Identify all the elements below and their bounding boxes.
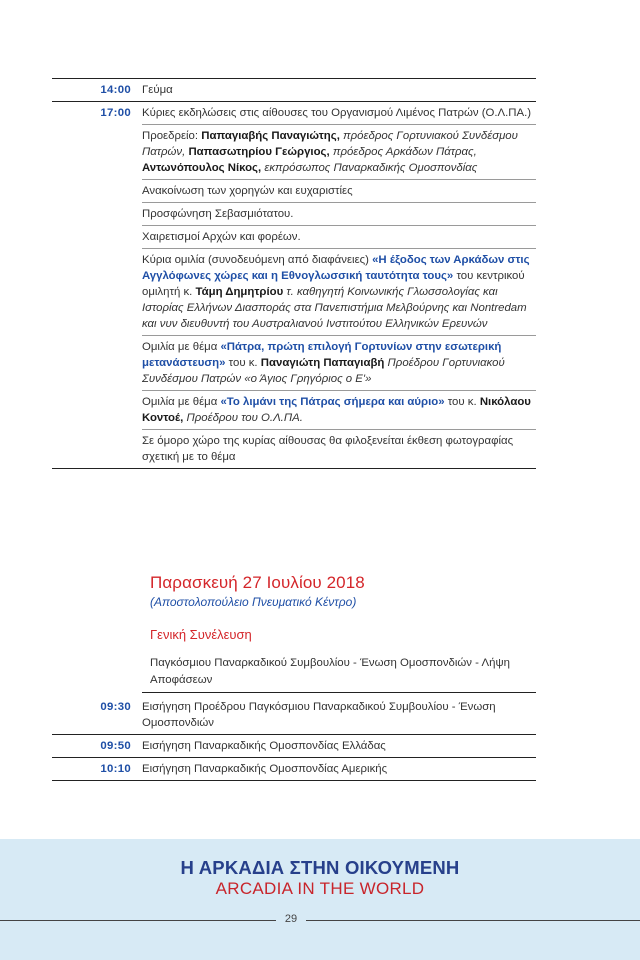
schedule-row [52,735,536,758]
speaker-name: Νικόλαου Κοντοέ, [142,396,531,424]
friday-schedule-table [52,696,536,781]
assembly-description: Παγκόσμιου Παναρκαδικού Συμβουλίου - Ένωση Ομοσπονδιών - Λήψη Αποφάσεων [150,657,510,686]
speech-title: «Το λιμάνι της Πάτρας σήμερα και αύριο» [220,396,445,408]
time-label: 09:50 [100,740,131,752]
speech-mid: του κεντρικού ομιλητή κ. [142,270,525,298]
exhibition-cell: Σε όμορο χώρο της κυρίας αίθουσας θα φιλοξενείται έκθεση φωτογραφίας σχετική με το θέμα [142,435,514,463]
time-label: 17:00 [100,107,131,119]
speaker-role: Προέδρου του Ο.Λ.ΠΑ. [183,412,303,424]
speaker-name: Τάμη Δημητρίου [195,286,284,298]
day-title: Παρασκευή 27 Ιουλίου 2018 [150,573,365,592]
schedule-row-main-events [52,102,536,124]
speech-mid: του κ. [444,396,480,408]
speech-2-cell [142,336,536,391]
presidium-cell [142,125,536,180]
address-cell: Προσφώνηση Σεβασμιότατου. [142,203,536,226]
speech-prefix: Ομιλία με θέμα [142,396,221,408]
schedule-row [52,758,536,781]
speaker-name: Παναγιώτη Παπαγιαβή [260,357,385,369]
speech-prefix: Κύρια ομιλία (συνοδευόμενη από διαφάνειες) [142,254,373,266]
event-text: Γεύμα [142,84,173,96]
footer-subtitle: ARCADIA IN THE WORLD [215,879,425,898]
time-label: 10:10 [100,763,131,775]
presidium-name-3: Αντωνόπουλος Νίκος, [142,162,262,174]
event-text: Εισήγηση Παναρκαδικής Ομοσπονδίας Αμερικής [142,763,388,775]
speech-3-cell [142,391,536,430]
presidium-prefix: Προεδρείο: [142,130,202,142]
day-venue: (Αποστολοπούλειο Πνευματικό Κέντρο) [150,595,357,609]
event-text: Εισήγηση Προέδρου Παγκόσμιου Παναρκαδικού Συμβουλίου - Ένωση Ομοσπονδιών [142,701,496,729]
speech-title: «Πάτρα, πρώτη επιλογή Γορτυνίων στην εσωτερική μετανάστευση» [142,341,502,369]
presidium-role-3: εκπρόσωπος Παναρκαδικής Ομοσπονδίας [261,162,478,174]
presidium-name-1: Παπαγιαβής Παναγιώτης, [201,130,340,142]
schedule-row [52,696,536,735]
presidium-name-2: Παπασωτηρίου Γεώργιος, [188,146,330,158]
speech-title: «Η έξοδος των Αρκάδων στις Αγγλόφωνες χώρες και η Εθνογλωσσική ταυτότητα τους» [142,254,530,282]
speech-prefix: Ομιλία με θέμα [142,341,221,353]
time-label: 09:30 [100,701,131,713]
sponsors-cell: Ανακοίνωση των χορηγών και ευχαριστίες [142,180,536,203]
speaker-role: τ. καθηγητή Κοινωνικής Γλωσσολογίας και Ιστορίας Ελλήνων Διασποράς στα Πανεπιστήμια Μελβούρνης και Nontredam και νυν διευθυντή του Αυστραλιανού Ινστιτούτου Ελληνικών Ερευνών [142,286,527,330]
divider [142,692,536,693]
presidium-role-2: πρόεδρος Αρκάδων Πάτρας, [329,146,477,158]
speaker-role: Προέδρου Γορτυνιακού Συνδέσμου Πατρών «ο Άγιος Γρηγόριος ο Ε'» [142,357,505,385]
greetings-cell: Χαιρετισμοί Αρχών και φορέων. [142,226,536,249]
divider [306,920,640,921]
day-header [150,572,540,611]
page-number: 29 [284,913,298,925]
main-events-details [142,124,536,468]
main-speech-cell [142,249,536,336]
table-bottom-rule [52,468,536,469]
event-text: Εισήγηση Παναρκαδικής Ομοσπονδίας Ελλάδας [142,740,386,752]
event-text: Κύριες εκδηλώσεις στις αίθουσες του Οργανισμού Λιμένος Πατρών (Ο.Λ.ΠΑ.) [142,107,532,119]
divider [0,920,276,921]
speech-mid: του κ. [225,357,261,369]
schedule-table [52,78,536,469]
time-label: 14:00 [100,84,131,96]
assembly-title: Γενική Συνέλευση [150,627,252,642]
page-footer [0,839,640,960]
presidium-role-1: πρόεδρος Γορτυνιακού Συνδέσμου Πατρών, [142,130,518,158]
footer-title: Η ΑΡΚΑΔΙΑ ΣΤΗΝ ΟΙΚΟΥΜΕΝΗ [180,857,460,878]
schedule-row-lunch [52,79,536,102]
